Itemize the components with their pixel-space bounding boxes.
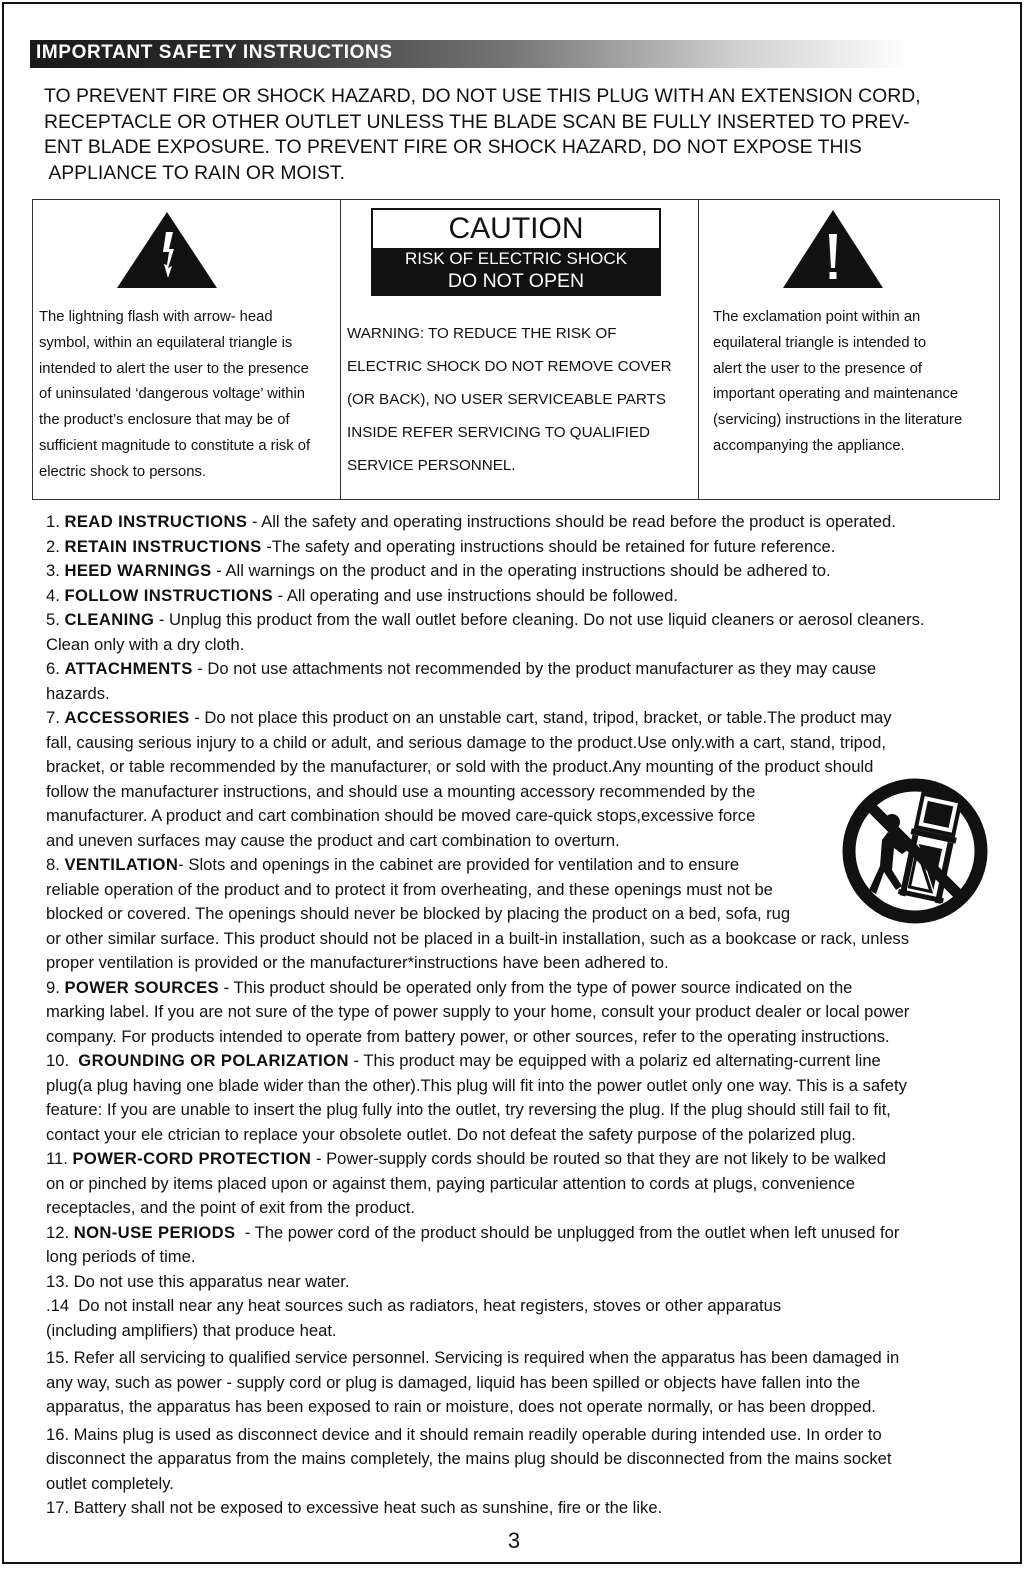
section-title: IMPORTANT SAFETY INSTRUCTIONS <box>36 42 393 63</box>
item-continuation: Clean only with a dry cloth. <box>46 634 245 654</box>
item-continuation: fall, causing serious injury to a child or adult, and serious damage to the product.Use only.with a cart, stand, tripod, <box>46 732 886 752</box>
caution-title: CAUTION <box>448 212 584 245</box>
description-line: sufficient magnitude to constitute a risk of <box>39 437 311 454</box>
list-item <box>46 706 1016 731</box>
description-line: electric shock to persons. <box>39 463 206 480</box>
item-continuation: contact your ele ctrician to replace your obsolete outlet. Do not defeat the safety purpose of the polarized plug. <box>46 1124 856 1144</box>
item-number: 12. <box>46 1222 74 1242</box>
item-continuation: proper ventilation is provided or the manufacturer*instructions have been adhered to. <box>46 953 669 972</box>
item-heading: ACCESSORIES <box>64 708 190 727</box>
item-text: - Unplug this product from the wall outlet before cleaning. Do not use liquid cleaners or aerosol cleaners. <box>154 610 925 629</box>
caution-band-line: DO NOT OPEN <box>447 270 585 292</box>
item-text: - Do not use attachments not recommended by the product manufacturer as they may cause <box>192 659 877 678</box>
item-continuation: plug(a plug having one blade wider than the other).This plug will fit into the power outlet only one way. This is a safety <box>46 1075 907 1095</box>
page-number: 3 <box>507 1528 521 1553</box>
item-heading: READ INSTRUCTIONS <box>64 512 248 531</box>
item-number: 10. <box>46 1051 79 1070</box>
item-continuation: disconnect the apparatus from the mains completely, the mains plug should be disconnected from the mains socket <box>46 1449 892 1468</box>
item-heading: HEED WARNINGS <box>64 561 212 580</box>
item-text: -The safety and operating instructions should be retained for future reference. <box>261 536 836 556</box>
item-text: - Power-supply cords should be routed so that they are not likely to be walked <box>311 1149 886 1168</box>
safety-instructions-list <box>46 510 1016 1521</box>
item-heading: GROUNDING OR POLARIZATION <box>78 1051 349 1070</box>
description-line: The exclamation point within an <box>713 309 921 325</box>
list-item <box>46 1049 1016 1074</box>
item-number: 5. <box>46 610 65 629</box>
description-line: intended to alert the user to the presence <box>39 360 309 377</box>
item-number: 6. <box>46 659 65 678</box>
list-item <box>46 608 1016 633</box>
list-item <box>46 559 1016 584</box>
item-text: - This product should be operated only from the type of power source indicated on the <box>219 977 853 997</box>
warning-text-line: ELECTRIC SHOCK DO NOT REMOVE COVER <box>347 358 672 375</box>
item-text: - The power cord of the product should be unplugged from the outlet when left unused for <box>235 1222 900 1242</box>
item-continuation: any way, such as power - supply cord or plug is damaged, liquid has been spilled or objects have fallen into the <box>46 1372 861 1392</box>
item-continuation: receptacles, and the point of exit from the product. <box>46 1198 415 1217</box>
warning-text-line: SERVICE PERSONNEL. <box>347 457 516 474</box>
exclamation-symbol-description <box>713 305 962 460</box>
item-continuation: company. For products intended to operate from battery power, or other sources, refer to the operating instructions. <box>46 1026 890 1046</box>
list-item <box>46 510 1016 535</box>
item-text: - All warnings on the product and in the operating instructions should be adhered to. <box>211 561 831 580</box>
lightning-warning-triangle-icon <box>117 212 217 288</box>
item-number: 4. <box>46 585 65 605</box>
caution-band <box>373 248 659 294</box>
panel-divider <box>340 200 341 499</box>
item-heading: VENTILATION <box>64 855 179 874</box>
item-text: - All operating and use instructions should be followed. <box>273 585 678 605</box>
description-line: symbol, within an equilateral triangle is <box>39 334 293 351</box>
item-text: - All the safety and operating instructions should be read before the product is operated. <box>247 512 896 531</box>
item-heading: ATTACHMENTS <box>64 659 193 678</box>
caution-label <box>371 208 661 296</box>
item-number: 7. <box>46 708 65 727</box>
item-number: 2. <box>46 536 65 556</box>
warning-text-line: WARNING: TO REDUCE THE RISK OF <box>347 325 617 342</box>
description-line: important operating and maintenance <box>713 386 959 403</box>
warning-text-line: (OR BACK), NO USER SERVICEABLE PARTS <box>347 391 667 408</box>
item-number: 8. <box>46 855 65 874</box>
list-item: 16. Mains plug is used as disconnect device and it should remain readily operable during intended use. In order to <box>46 1424 882 1444</box>
item-continuation: outlet completely. <box>46 1473 174 1493</box>
warning-line: APPLIANCE TO RAIN OR MOIST. <box>44 161 345 184</box>
description-line: The lightning flash with arrow- head <box>39 309 273 325</box>
item-continuation: hazards. <box>46 683 110 703</box>
item-continuation: marking label. If you are not sure of the type of power supply to your home, consult your product dealer or local power <box>46 1002 910 1021</box>
item-number: 11. <box>46 1149 73 1168</box>
fire-shock-warning <box>44 84 1004 186</box>
item-continuation: manufacturer. A product and cart combination should be moved care-quick stops,excessive force <box>46 806 756 825</box>
item-continuation: feature: If you are unable to insert the plug fully into the outlet, try reversing the plug. If the plug should still fail to fit, <box>46 1100 891 1119</box>
section-header <box>30 40 910 68</box>
item-heading: CLEANING <box>64 610 155 629</box>
caution-band-line: RISK OF ELECTRIC SHOCK <box>405 249 627 268</box>
item-continuation: bracket, or table recommended by the manufacturer, or sold with the product.Any mounting of the product should <box>46 757 874 776</box>
no-cart-tipover-icon <box>842 778 988 924</box>
item-number: 3. <box>46 561 65 580</box>
item-heading: FOLLOW INSTRUCTIONS <box>64 585 274 605</box>
item-number: 9. <box>46 977 65 997</box>
list-item <box>46 976 1016 1001</box>
item-text: - This product may be equipped with a polariz ed alternating-current line <box>348 1051 881 1070</box>
item-continuation: and uneven surfaces may cause the product and cart combination to overturn. <box>46 830 620 850</box>
description-line: (servicing) instructions in the literature <box>713 412 963 429</box>
item-continuation: (including amplifiers) that produce heat. <box>46 1320 337 1340</box>
item-continuation: blocked or covered. The openings should never be blocked by placing the product on a bed, sofa, rug <box>46 904 791 923</box>
description-line: equilateral triangle is intended to <box>713 334 927 351</box>
list-item: 13. Do not use this apparatus near water. <box>46 1271 350 1291</box>
description-line: accompanying the appliance. <box>713 437 905 454</box>
item-heading: RETAIN INSTRUCTIONS <box>64 536 262 556</box>
description-line: alert the user to the presence of <box>713 360 922 377</box>
item-number: 1. <box>46 512 65 531</box>
list-item <box>46 1147 1016 1172</box>
exclamation-warning-triangle-icon <box>783 210 883 288</box>
item-continuation: or other similar surface. This product should not be placed in a built-in installation, such as a bookcase or rack, unless <box>46 928 910 948</box>
panel-divider <box>698 200 699 499</box>
description-line: of uninsulated ‘dangerous voltage’ within <box>39 386 305 403</box>
lightning-symbol-description <box>39 305 310 486</box>
item-continuation: follow the manufacturer instructions, and should use a mounting accessory recommended by the <box>46 781 756 801</box>
item-text: - Slots and openings in the cabinet are provided for ventilation and to ensure <box>178 855 740 874</box>
list-item: 15. Refer all servicing to qualified service personnel. Servicing is required when the apparatus has been damaged in <box>46 1348 900 1367</box>
list-item <box>46 657 1016 682</box>
list-item <box>46 535 1016 560</box>
warning-line: RECEPTACLE OR OTHER OUTLET UNLESS THE BLADE SCAN BE FULLY INSERTED TO PREV- <box>44 110 910 133</box>
item-heading: POWER-CORD PROTECTION <box>72 1149 312 1168</box>
item-continuation: on or pinched by items placed upon or against them, paying particular attention to cords at plugs, convenience <box>46 1173 855 1193</box>
item-continuation: reliable operation of the product and to protect it from overheating, and these openings must not be <box>46 879 773 899</box>
caution-warning-text <box>347 317 672 482</box>
list-item: .14 Do not install near any heat sources such as radiators, heat registers, stoves or other apparatus <box>46 1296 782 1315</box>
item-continuation: apparatus, the apparatus has been exposed to rain or moisture, does not operate normally, or has been dropped. <box>46 1397 876 1416</box>
item-heading: POWER SOURCES <box>64 977 220 997</box>
caution-panel <box>32 199 1000 500</box>
description-line: the product’s enclosure that may be of <box>39 412 290 429</box>
list-item <box>46 584 1016 609</box>
list-item: 17. Battery shall not be exposed to excessive heat such as sunshine, fire or the like. <box>46 1498 663 1517</box>
list-item <box>46 1221 1016 1246</box>
warning-line: ENT BLADE EXPOSURE. TO PREVENT FIRE OR SHOCK HAZARD, DO NOT EXPOSE THIS <box>44 136 862 159</box>
warning-text-line: INSIDE REFER SERVICING TO QUALIFIED <box>347 424 650 441</box>
item-text: - Do not place this product on an unstable cart, stand, tripod, bracket, or table.The product may <box>189 708 892 727</box>
item-continuation: long periods of time. <box>46 1247 196 1266</box>
item-heading: NON-USE PERIODS <box>73 1222 236 1242</box>
warning-line: TO PREVENT FIRE OR SHOCK HAZARD, DO NOT USE THIS PLUG WITH AN EXTENSION CORD, <box>44 85 921 107</box>
